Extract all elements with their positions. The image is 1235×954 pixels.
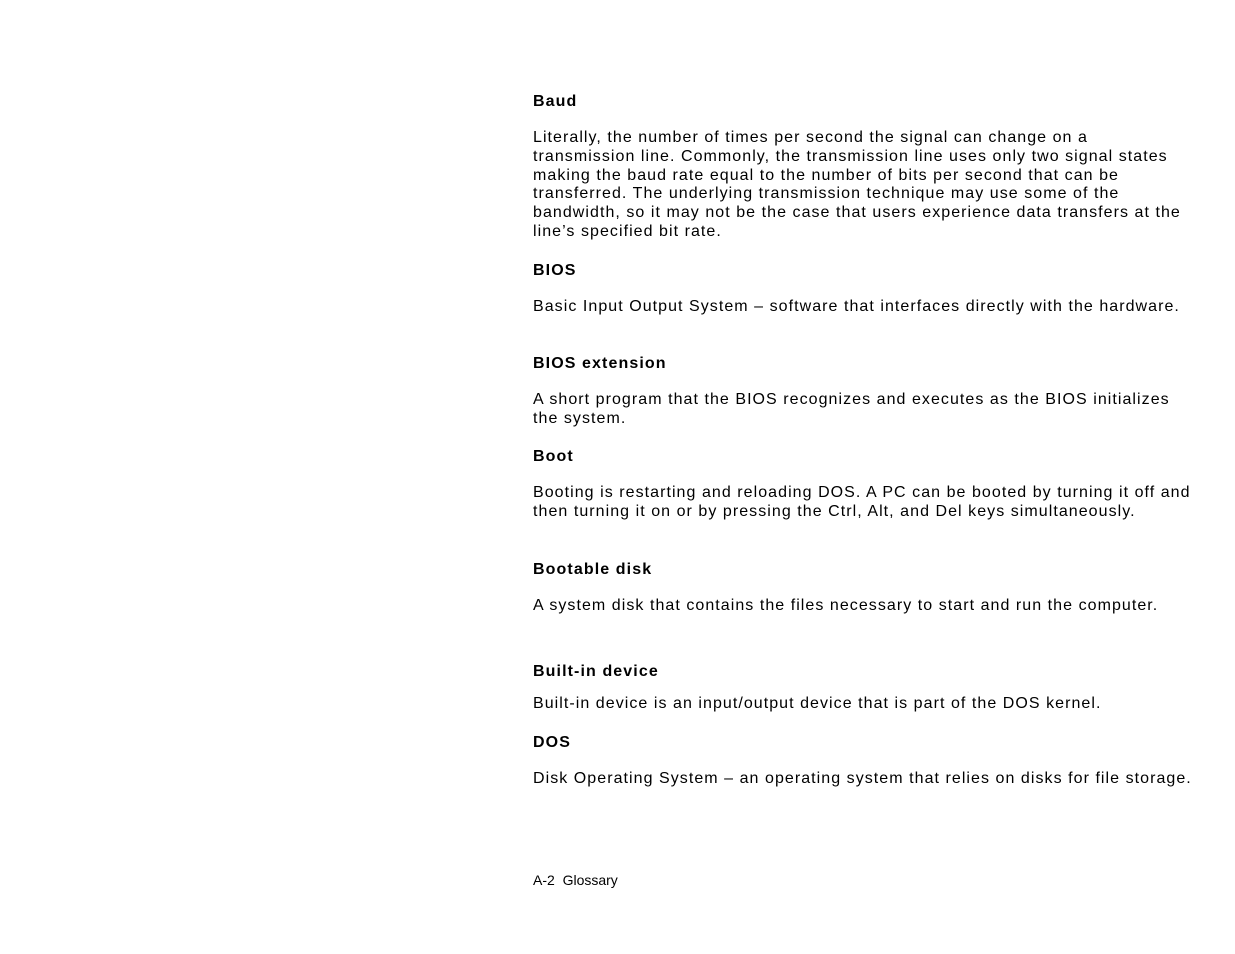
page-footer: A-2 Glossary (533, 872, 618, 888)
glossary-definition: Basic Input Output System – software that interfaces directly with the hardware. (533, 298, 1180, 315)
glossary-definition: Built-in device is an input/output device that is part of the DOS kernel. (533, 695, 1102, 712)
glossary-definition: Literally, the number of times per second the signal can change on a transmission line. Commonly, the transmission line uses only two signal states making the baud rate equal to the number of bits per second that can be transferred. The underlying transmission technique may use some of the bandwidth, so it may not be the case that users experience data transfers at the line’s specified bit rate. (533, 129, 1181, 240)
glossary-definition: Booting is restarting and reloading DOS. A PC can be booted by turning it off and then turning it on or by pressing the Ctrl, Alt, and Del keys simultaneously. (533, 484, 1191, 520)
glossary-definition: A short program that the BIOS recognizes and executes as the BIOS initializes the system. (533, 391, 1170, 427)
glossary-term: Boot (533, 448, 574, 465)
glossary-entry-bootable-disk (533, 560, 1193, 616)
glossary-entry-bios (533, 261, 1193, 317)
glossary-entry-boot (533, 447, 1193, 522)
glossary-term: Bootable disk (533, 561, 653, 578)
glossary-definition: Disk Operating System – an operating system that relies on disks for file storage. (533, 770, 1192, 787)
glossary-definition: A system disk that contains the files necessary to start and run the computer. (533, 597, 1159, 614)
glossary-entry-dos (533, 733, 1193, 789)
glossary-entry-baud (533, 92, 1193, 242)
glossary-entry-built-in-device (533, 662, 1193, 714)
glossary-term: BIOS (533, 262, 577, 279)
glossary-term: DOS (533, 734, 571, 751)
glossary-entry-bios-extension (533, 354, 1193, 429)
glossary-term: BIOS extension (533, 355, 667, 372)
glossary-term: Baud (533, 93, 578, 110)
glossary-term: Built-in device (533, 663, 659, 680)
